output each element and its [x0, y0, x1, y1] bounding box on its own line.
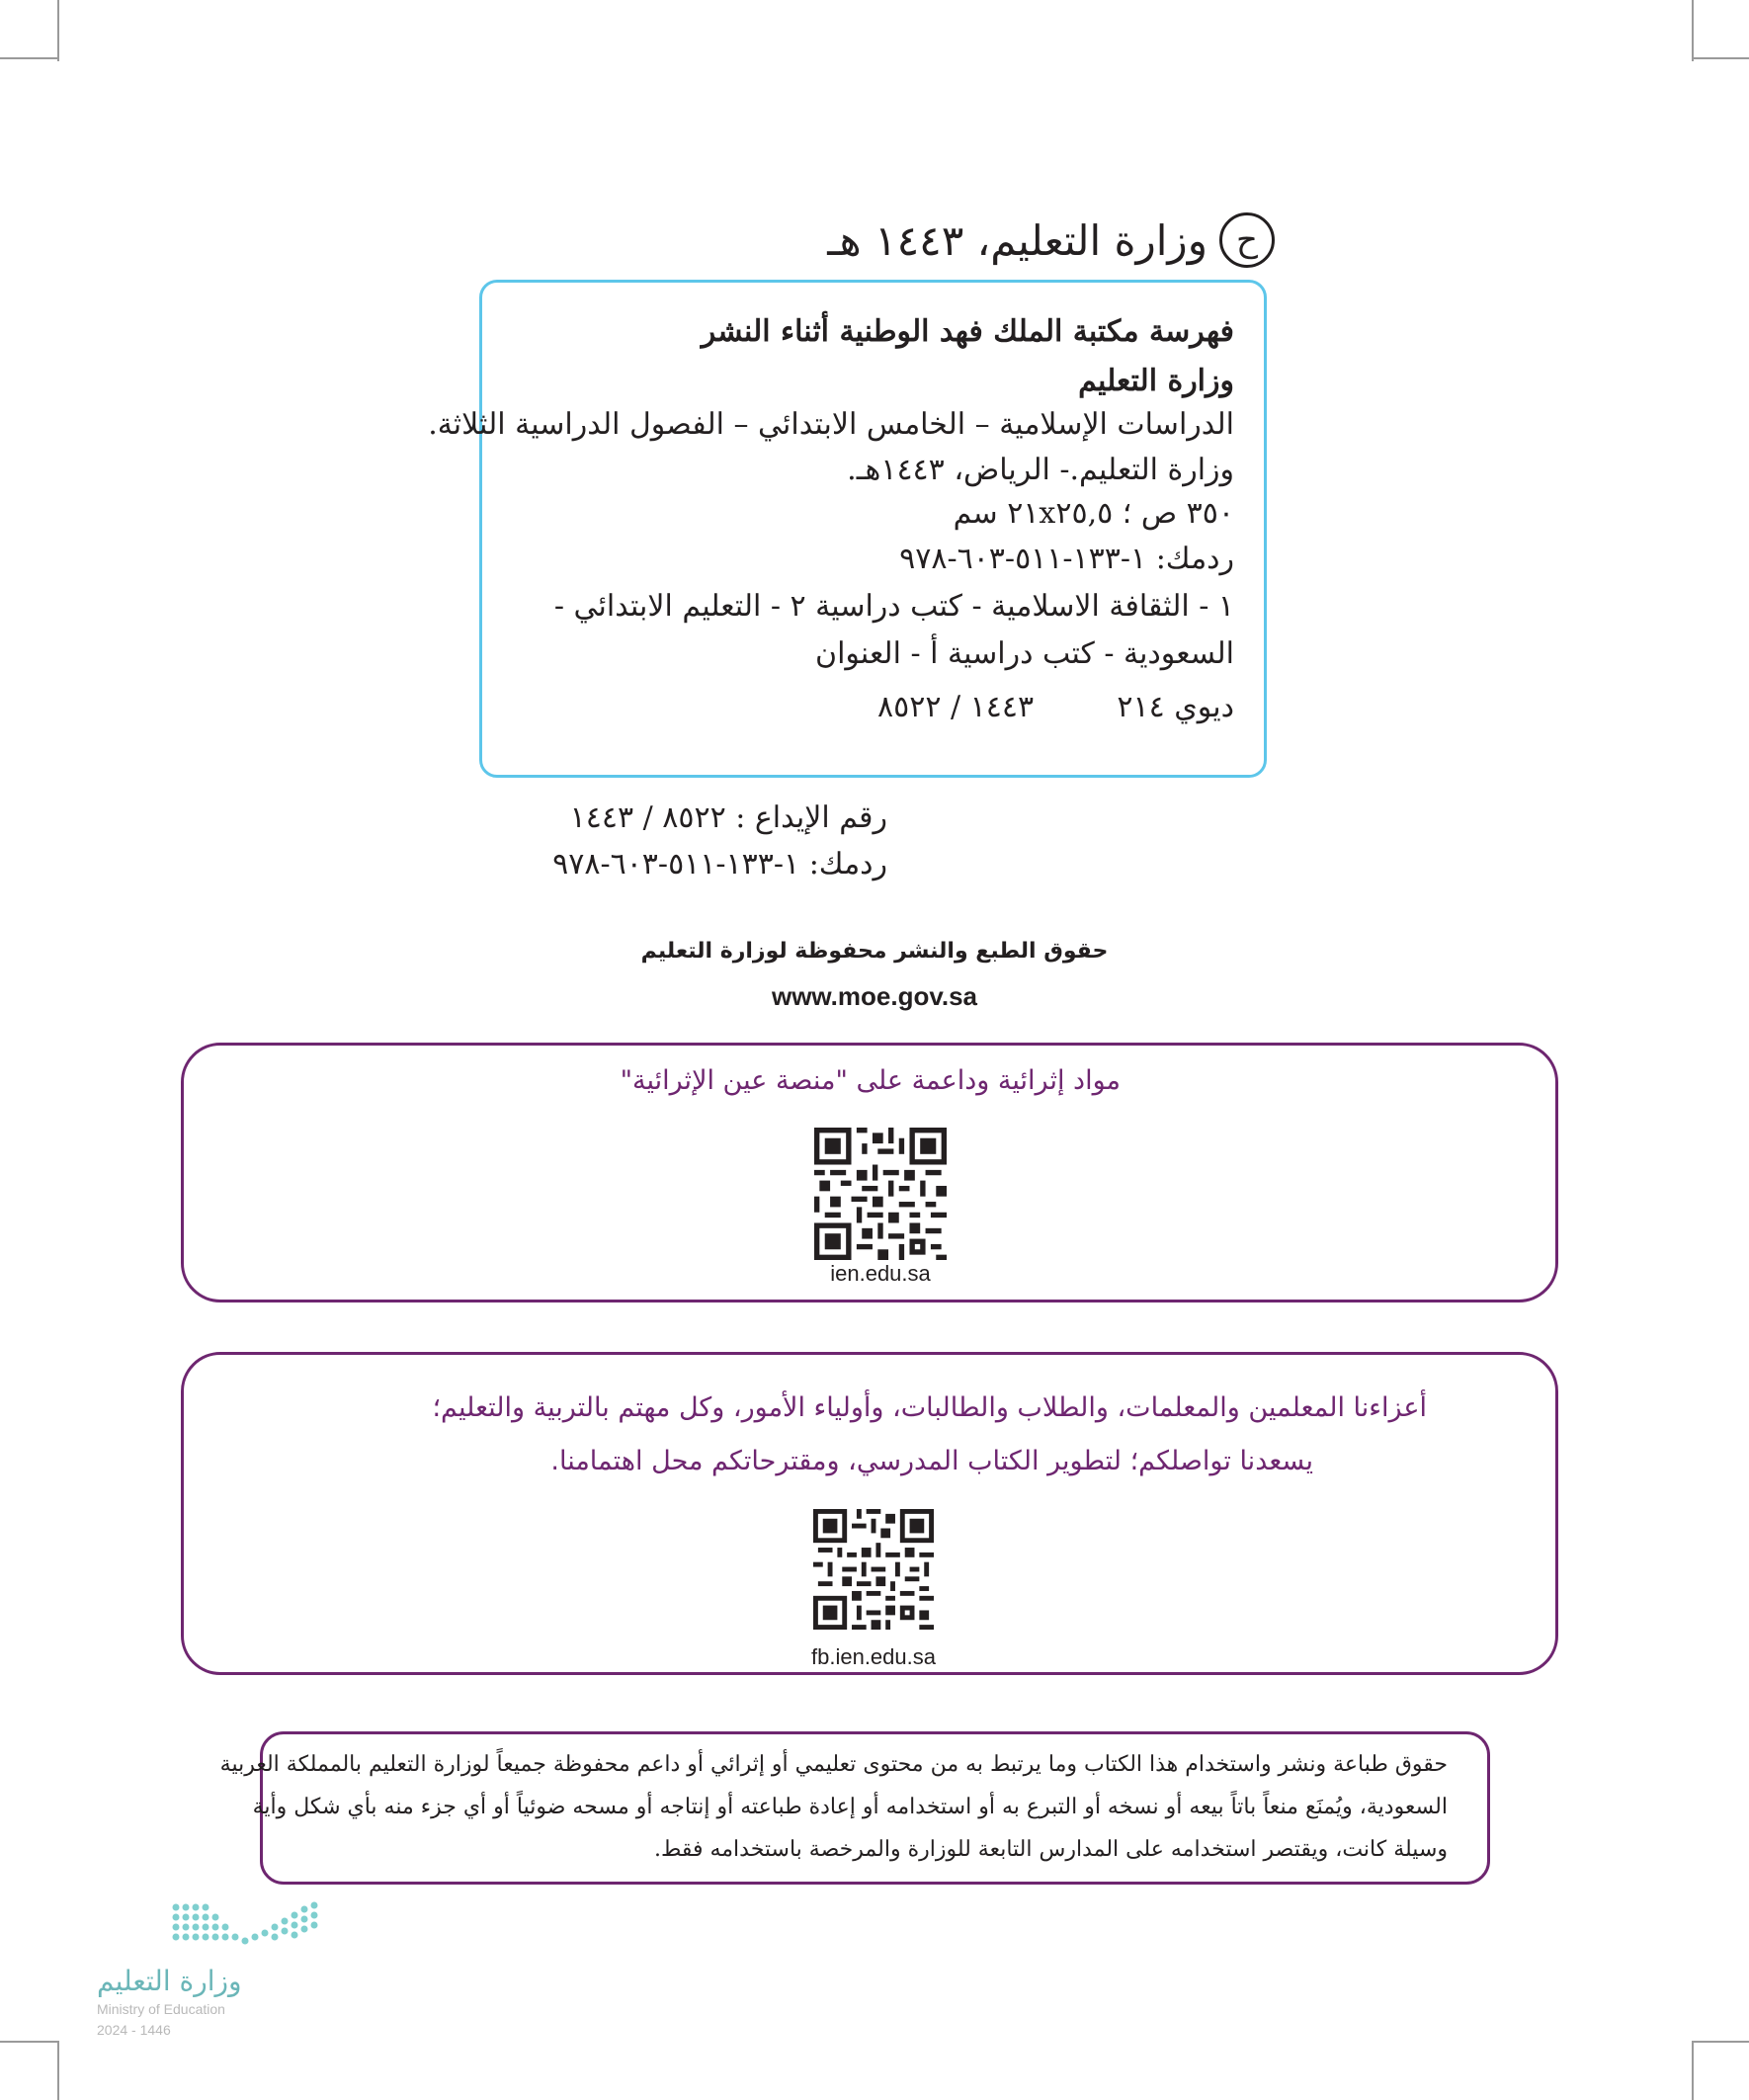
enrichment-qr-code[interactable]	[814, 1128, 947, 1260]
crop-mark	[1692, 0, 1694, 61]
header-text: وزارة التعليم، ١٤٤٣ هـ	[827, 215, 1208, 265]
catalog-line: السعودية - كتب دراسية أ - العنوان	[815, 636, 1234, 671]
feedback-line-2: يسعدنا تواصلكم؛ لتطوير الكتاب المدرسي، ومقترحاتكم محل اهتمامنا.	[550, 1446, 1313, 1476]
enrichment-link[interactable]: ien.edu.sa	[830, 1261, 931, 1286]
rights-line: وسيلة كانت، ويقتصر استخدامه على المدارس التابعة للوزارة والمرخصة باستخدامه فقط.	[653, 1837, 1448, 1862]
ministry-logo-icon	[170, 1901, 328, 1955]
copyright-notice: حقوق الطبع والنشر محفوظة لوزارة التعليم	[640, 939, 1109, 964]
catalog-line: وزارة التعليم.- الرياض، ١٤٤٣هـ.	[847, 453, 1234, 487]
rights-line: السعودية، ويُمنَع منعاً باتاً بيعه أو نسخه أو التبرع به أو استخدامه أو إعادة طباعته أو إنتاجه أو مسحه ضوئياً أو أي جزء منه بأي شكل وأية	[252, 1795, 1448, 1819]
catalog-line: الدراسات الإسلامية – الخامس الابتدائي – الفصول الدراسية الثلاثة.	[428, 407, 1234, 442]
ministry-name-en: Ministry of Education	[97, 2001, 225, 2017]
copyright-header	[827, 212, 1275, 268]
deposit-reference: ١٤٤٣ / ٨٥٢٢	[877, 690, 1035, 724]
catalog-card	[428, 280, 1267, 778]
rights-line: حقوق طباعة ونشر واستخدام هذا الكتاب وما يرتبط به من محتوى تعليمي أو إثرائي أو داعم محفوظة جميعاً لوزارة التعليم بالمملكة العربية	[219, 1752, 1448, 1777]
catalog-line: ٣٥٠ ص ؛ ٢١x٢٥,٥ سم	[953, 496, 1234, 531]
crop-mark	[1692, 57, 1749, 59]
crop-mark	[57, 2041, 59, 2100]
catalog-line: ١ - الثقافة الاسلامية - كتب دراسية ٢ - التعليم الابتدائي -	[553, 589, 1234, 624]
crop-mark	[1692, 2041, 1694, 2100]
enrichment-box	[181, 1043, 1558, 1302]
ministry-name-ar: وزارة التعليم	[97, 1965, 242, 1997]
feedback-line-1: أعزاءنا المعلمين والمعلمات، والطلاب والطالبات، وأولياء الأمور، وكل مهتم بالتربية والتعليم؛	[432, 1392, 1427, 1423]
catalog-title: فهرسة مكتبة الملك فهد الوطنية أثناء النشر	[701, 314, 1234, 349]
enrichment-title: مواد إثرائية وداعمة على "منصة عين الإثرائية"	[620, 1065, 1121, 1096]
deposit-number: رقم الإيداع : ٨٥٢٢ / ١٤٤٣	[569, 800, 887, 835]
crop-mark	[57, 0, 59, 61]
rights-box	[219, 1731, 1490, 1885]
crop-mark	[1692, 2041, 1749, 2043]
copyright-symbol: ح	[1219, 212, 1275, 268]
crop-mark	[0, 2041, 57, 2043]
dewey-number: ديوي ٢١٤	[1117, 690, 1234, 724]
catalog-author: وزارة التعليم	[1078, 364, 1234, 398]
isbn-number: ردمك: ١-١٣٣-٥١١-٦٠٣-٩٧٨	[552, 847, 887, 882]
crop-mark	[0, 57, 57, 59]
feedback-qr-code[interactable]	[813, 1509, 934, 1630]
ministry-years: 2024 - 1446	[97, 2022, 171, 2038]
catalog-line: ردمك: ١-١٣٣-٥١١-٦٠٣-٩٧٨	[899, 542, 1234, 576]
feedback-link[interactable]: fb.ien.edu.sa	[811, 1644, 936, 1669]
website-link[interactable]: www.moe.gov.sa	[771, 981, 978, 1011]
feedback-box	[181, 1352, 1558, 1675]
catalog-footer	[512, 690, 1234, 724]
